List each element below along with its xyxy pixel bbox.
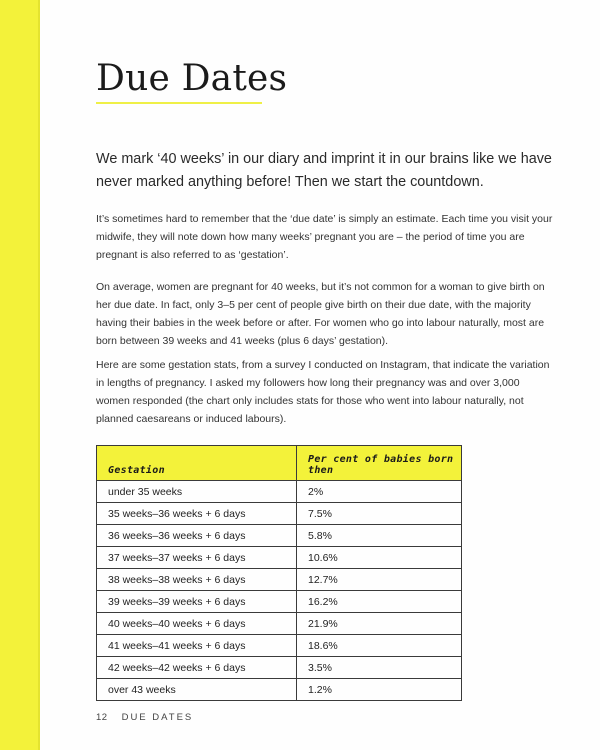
- page-number: 12: [96, 712, 108, 723]
- running-section-title: DUE DATES: [121, 712, 194, 723]
- percent-cell: 3.5%: [297, 657, 462, 679]
- table-row: [97, 657, 462, 679]
- page-footer: [96, 712, 193, 723]
- percent-cell: 7.5%: [297, 503, 462, 525]
- gestation-cell: under 35 weeks: [97, 481, 297, 503]
- gestation-cell: 42 weeks–42 weeks + 6 days: [97, 657, 297, 679]
- table-row: [97, 503, 462, 525]
- gestation-cell: 38 weeks–38 weeks + 6 days: [97, 569, 297, 591]
- gestation-stats-table: [96, 445, 462, 701]
- percent-cell: 12.7%: [297, 569, 462, 591]
- lead-paragraph: We mark ‘40 weeks’ in our diary and imprint it in our brains like we have never marked anything before! Then we start the countdown.: [96, 151, 552, 190]
- percent-cell: 1.2%: [297, 679, 462, 701]
- body-paragraph-1: It’s sometimes hard to remember that the ‘due date’ is simply an estimate. Each time you visit your midwife, they will note down how many weeks’ pregnant you are – the period of time you are pregnant is also referred to as ‘gestation’.: [96, 213, 553, 261]
- gestation-cell: 39 weeks–39 weeks + 6 days: [97, 591, 297, 613]
- percent-cell: 21.9%: [297, 613, 462, 635]
- gestation-cell: 36 weeks–36 weeks + 6 days: [97, 525, 297, 547]
- header-percent: Per cent of babies born then: [297, 446, 462, 481]
- body-paragraph-2: On average, women are pregnant for 40 weeks, but it’s not common for a woman to give birth on her due date. In fact, only 3–5 per cent of people give birth on their due date, with the majority having their babies in the week before or after. For women who go into labour naturally, most are born between 39 weeks and 41 weeks (plus 6 days’ gestation).: [96, 281, 545, 347]
- yellow-margin-bar: [0, 0, 40, 750]
- table-header-row: [97, 446, 462, 481]
- percent-cell: 5.8%: [297, 525, 462, 547]
- page-title: Due Dates: [96, 58, 288, 99]
- percent-cell: 2%: [297, 481, 462, 503]
- table-row: [97, 591, 462, 613]
- table-row: [97, 525, 462, 547]
- table-row: [97, 547, 462, 569]
- gestation-cell: 35 weeks–36 weeks + 6 days: [97, 503, 297, 525]
- gestation-cell: 37 weeks–37 weeks + 6 days: [97, 547, 297, 569]
- table-row: [97, 679, 462, 701]
- table-row: [97, 613, 462, 635]
- gestation-cell: 41 weeks–41 weeks + 6 days: [97, 635, 297, 657]
- percent-cell: 16.2%: [297, 591, 462, 613]
- percent-cell: 18.6%: [297, 635, 462, 657]
- percent-cell: 10.6%: [297, 547, 462, 569]
- table-row: [97, 481, 462, 503]
- body-paragraph-3: Here are some gestation stats, from a survey I conducted on Instagram, that indicate the variation in lengths of pregnancy. I asked my followers how long their pregnancy was and over 3,000 women responded (the chart only includes stats for those who went into labour naturally, not planned caesareans or induced labours).: [96, 359, 550, 425]
- table-row: [97, 569, 462, 591]
- table-row: [97, 635, 462, 657]
- header-gestation: Gestation: [97, 446, 297, 481]
- title-underline: [96, 102, 262, 104]
- gestation-cell: 40 weeks–40 weeks + 6 days: [97, 613, 297, 635]
- gestation-cell: over 43 weeks: [97, 679, 297, 701]
